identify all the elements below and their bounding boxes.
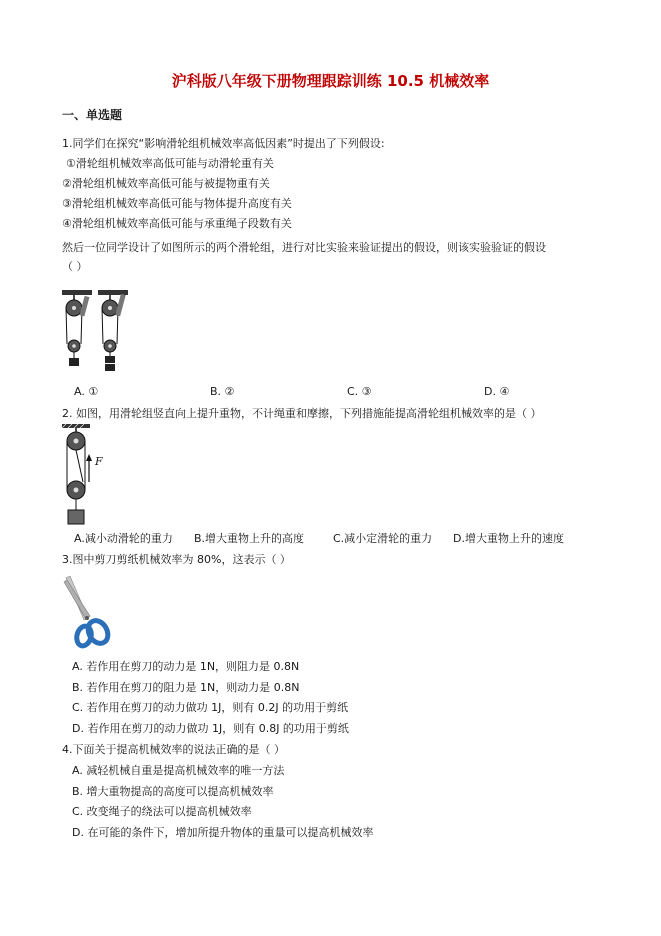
q1-stem-continued: 然后一位同学设计了如图所示的两个滑轮组，进行对比实验来验证提出的假设，则该实验验证的假设 — [62, 241, 546, 254]
q4-option-b[interactable]: B. 增大重物提高的高度可以提高机械效率 — [72, 785, 274, 798]
q1-option-a[interactable]: A. ① — [74, 385, 99, 398]
section-heading: 一、单选题 — [62, 108, 123, 122]
q2-stem: 2. 如图，用滑轮组竖直向上提升重物，不计绳重和摩擦，下列措施能提高滑轮组机械效率的是（ ） — [62, 407, 542, 420]
q1-option-d[interactable]: D. ④ — [484, 385, 510, 398]
q1-hypothesis-2: ②滑轮组机械效率高低可能与被提物重有关 — [62, 177, 270, 190]
q3-option-c[interactable]: C. 若作用在剪刀的动力做功 1J，则有 0.2J 的功用于剪纸 — [72, 701, 349, 714]
q3-option-b[interactable]: B. 若作用在剪刀的阻力是 1N，则动力是 0.8N — [72, 681, 300, 694]
q4-option-d[interactable]: D. 在可能的条件下，增加所提升物体的重量可以提高机械效率 — [72, 826, 374, 839]
q4-option-c[interactable]: C. 改变绳子的绕法可以提高机械效率 — [72, 805, 252, 818]
q2-option-b[interactable]: B.增大重物上升的高度 — [194, 532, 305, 545]
q3-stem: 3.图中剪刀剪纸机械效率为 80%，这表示（ ） — [62, 553, 291, 566]
q4-option-a[interactable]: A. 减轻机械自重是提高机械效率的唯一方法 — [72, 764, 285, 777]
q1-hypothesis-4: ④滑轮组机械效率高低可能与承重绳子段数有关 — [62, 217, 292, 230]
q3-option-d[interactable]: D. 若作用在剪刀的动力做功 1J，则有 0.8J 的功用于剪纸 — [72, 722, 349, 735]
q1-hypothesis-1: ①滑轮组机械效率高低可能与动滑轮重有关 — [66, 157, 274, 170]
q4-stem: 4.下面关于提高机械效率的说法正确的是（ ） — [62, 743, 285, 756]
q3-option-a[interactable]: A. 若作用在剪刀的动力是 1N，则阻力是 0.8N — [72, 660, 300, 673]
q2-option-c[interactable]: C.减小定滑轮的重力 — [333, 532, 433, 545]
q1-answer-paren: （ ） — [62, 260, 88, 273]
q1-option-c[interactable]: C. ③ — [347, 385, 372, 398]
q1-stem: 1.同学们在探究“影响滑轮组机械效率高低因素”时提出了下列假设: — [62, 137, 385, 150]
scissors-figure — [62, 576, 116, 650]
q1-hypothesis-3: ③滑轮组机械效率高低可能与物体提升高度有关 — [62, 197, 292, 210]
q1-pulley-figure — [62, 288, 132, 374]
q2-option-a[interactable]: A.减小动滑轮的重力 — [74, 532, 173, 545]
q1-option-b[interactable]: B. ② — [210, 385, 235, 398]
force-label: F — [95, 455, 103, 468]
q2-pulley-figure — [62, 424, 112, 526]
q2-option-d[interactable]: D.增大重物上升的速度 — [453, 532, 564, 545]
page-title: 沪科版八年级下册物理跟踪训练 10.5 机械效率 — [171, 72, 490, 90]
